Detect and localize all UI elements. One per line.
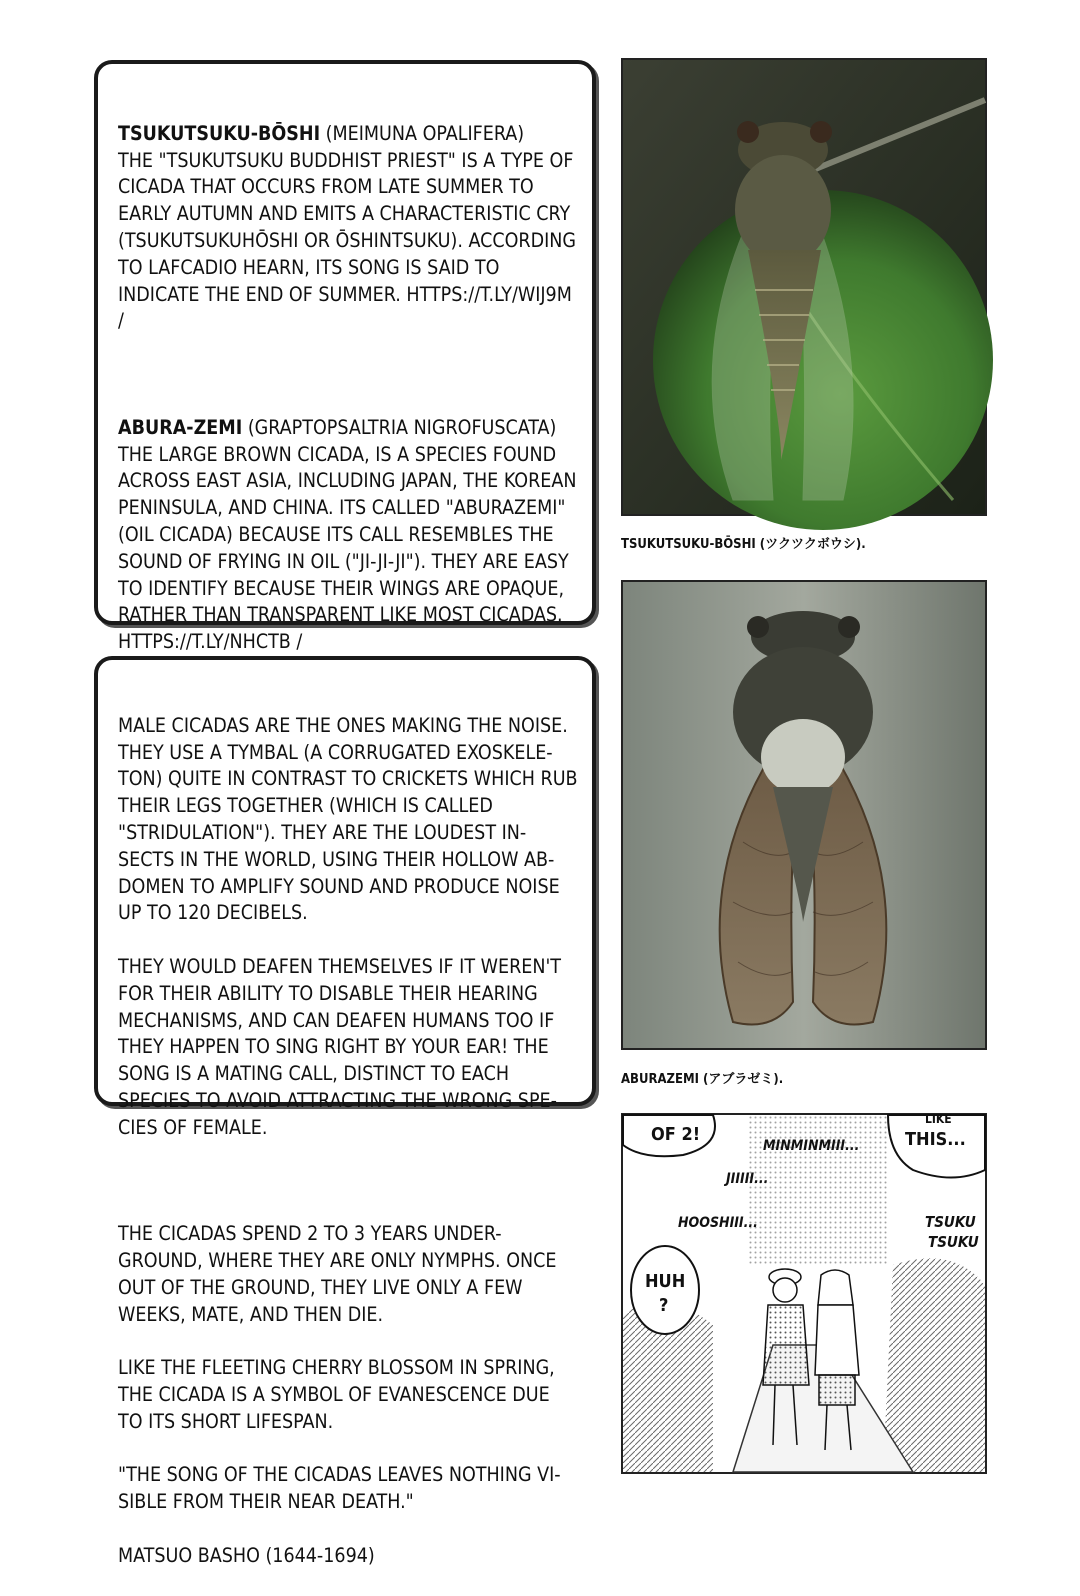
- info-box-species: [94, 60, 596, 654]
- manga-panel: [621, 1113, 987, 1474]
- text-huh: HUH: [645, 1271, 686, 1292]
- photo-aburazemi: [621, 580, 987, 1050]
- cicada-facts: [118, 686, 578, 1596]
- tsukutsuku-scientific-name: (MEIMUNA OPALIFERA): [320, 121, 525, 145]
- sfx-hooshi: HOOSHIII...: [678, 1215, 758, 1231]
- tsukutsuku-term: TSUKUTSUKU-BŌSHI: [118, 121, 321, 145]
- sfx-tsuku-1: TSUKU: [925, 1213, 976, 1231]
- text-question: ?: [659, 1295, 669, 1316]
- photo-tsukutsuku-boshi: [621, 58, 987, 516]
- blossom-paragraph: LIKE THE FLEETING CHERRY BLOSSOM IN SPRING, THE CICADA IS A SYMBOL OF EVANESCENCE DUE TO ITS SHORT LIFESPAN.: [118, 1356, 555, 1433]
- tsukutsuku-illustration: [623, 60, 985, 514]
- info-box-cicada-facts: [94, 656, 596, 1567]
- aburazemi-illustration: [623, 582, 985, 1048]
- sfx-jiii: JIIIII...: [726, 1171, 769, 1187]
- text-like: LIKE: [925, 1112, 952, 1126]
- basho-attribution: MATSUO BASHO (1644-1694): [118, 1543, 375, 1567]
- caption-tsukutsuku: TSUKUTSUKU-BŌSHI (ツクツクボウシ).: [621, 537, 866, 552]
- abura-description: THE LARGE BROWN CICADA, IS A SPECIES FOUND ACROSS EAST ASIA, INCLUDING JAPAN, THE KOREAN PENINSULA, AND CHINA. ITS CALLED "ABURAZEMI" (OIL CICADA) BECAUSE ITS CALL RESEMBLES THE SOUND OF FRYING IN OIL ("JI-JI-JI"). THEY ARE EASY TO IDENTIFY BECAUSE THEIR WINGS ARE OPAQUE, RATHER THAN TRANSPARENT LIKE MOST CICADAS. HTTPS://T.LY/NHCTB /: [118, 442, 577, 654]
- lifespan-paragraph: THE CICADAS SPEND 2 TO 3 YEARS UNDER-GROUND, WHERE THEY ARE ONLY NYMPHS. ONCE OUT OF THE GROUND, THEY LIVE ONLY A FEW WEEKS, MATE, AND THEN DIE.: [118, 1222, 557, 1326]
- sfx-tsuku-2: TSUKU: [928, 1233, 979, 1251]
- basho-quote: "THE SONG OF THE CICADAS LEAVES NOTHING VI-SIBLE FROM THEIR NEAR DEATH.": [118, 1463, 561, 1514]
- right-foliage: [883, 1258, 985, 1472]
- text-this: THIS...: [905, 1129, 966, 1150]
- manga-illustration: [623, 1112, 985, 1472]
- deafen-paragraph: THEY WOULD DEAFEN THEMSELVES IF IT WEREN'T FOR THEIR ABILITY TO DISABLE THEIR HEARING MECHANISMS, AND CAN DEAFEN HUMANS TOO IF THEY HAPPEN TO SING RIGHT BY YOUR EAR! THE SONG IS A MATING CALL, DISTINCT TO EACH SPECIES TO AVOID ATTRACTING THE WRONG SPE-CIES OF FEMALE.: [118, 954, 561, 1139]
- text-of2: OF 2!: [651, 1124, 701, 1145]
- tsukutsuku-note: [118, 121, 578, 335]
- abura-term: ABURA-ZEMI: [118, 415, 243, 439]
- sfx-minmin: MINMINMIII...: [763, 1138, 860, 1154]
- tsukutsuku-description: THE "TSUKUTSUKU BUDDHIST PRIEST" IS A TYPE OF CICADA THAT OCCURS FROM LATE SUMMER TO EARLY AUTUMN AND EMITS A CHARACTERISTIC CRY (TSUKUTSUKUHŌSHI OR ŌSHINTSUKU). ACCORDING TO LAFCADIO HEARN, ITS SONG IS SAID TO INDICATE THE END OF SUMMER. HTTPS://T.LY/WIJ9M /: [118, 148, 577, 333]
- species-notes: [118, 94, 578, 683]
- abura-note: [118, 415, 578, 656]
- abura-scientific-name: (GRAPTOPSALTRIA NIGROFUSCATA): [242, 415, 557, 439]
- noise-paragraph: MALE CICADAS ARE THE ONES MAKING THE NOISE. THEY USE A TYMBAL (A CORRUGATED EXOSKELE-TON) QUITE IN CONTRAST TO CRICKETS WHICH RUB THEIR LEGS TOGETHER (WHICH IS CALLED "STRIDULATION"). THEY ARE THE LOUDEST IN-SECTS IN THE WORLD, USING THEIR HOLLOW AB-DOMEN TO AMPLIFY SOUND AND PRODUCE NOISE UP TO 120 DECIBELS.: [118, 713, 578, 925]
- caption-aburazemi: ABURAZEMI (アブラゼミ).: [621, 1072, 784, 1087]
